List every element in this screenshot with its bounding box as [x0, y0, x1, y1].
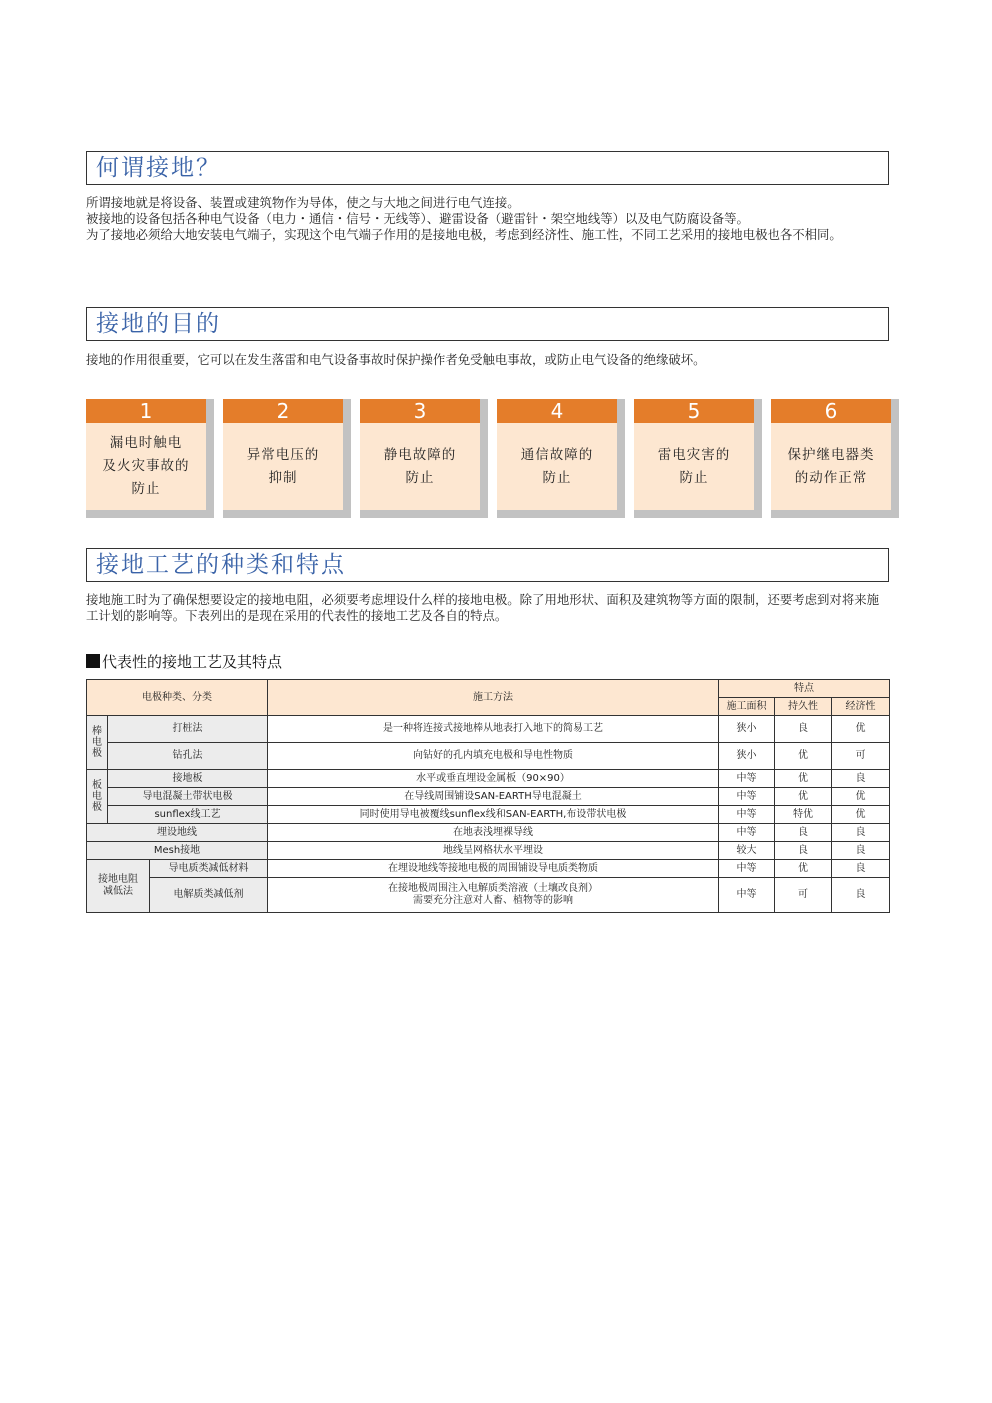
row-economy: 优 [832, 806, 890, 824]
group-plate-electrode: 板 电 极 [87, 770, 108, 824]
card-number: 6 [771, 399, 891, 423]
row-area: 中等 [719, 860, 775, 878]
card-number: 5 [634, 399, 754, 423]
table-row [87, 806, 890, 824]
section-title-what: 何谓接地？ [86, 151, 889, 185]
header-category: 电极种类、分类 [87, 680, 268, 716]
header-features: 特点 [719, 680, 890, 698]
table-row [87, 842, 890, 860]
row-durability: 优 [775, 788, 832, 806]
row-method: 是一种将连接式接地棒从地表打入地下的简易工艺 [268, 716, 719, 743]
row-area: 狭小 [719, 716, 775, 743]
purpose-card-3 [360, 399, 488, 518]
table-row [87, 770, 890, 788]
row-durability: 良 [775, 824, 832, 842]
row-area: 中等 [719, 770, 775, 788]
row-name: 打桩法 [108, 716, 268, 743]
row-durability: 特优 [775, 806, 832, 824]
row-method: 在接地极周围注入电解质类溶液（土壤改良剂） 需要充分注意对人畜、植物等的影响 [268, 878, 719, 913]
row-method: 地线呈网格状水平埋设 [268, 842, 719, 860]
row-economy: 良 [832, 842, 890, 860]
table-row [87, 860, 890, 878]
header-economy: 经济性 [832, 698, 890, 716]
table-row [87, 743, 890, 770]
grounding-methods-table [86, 679, 890, 913]
row-name: 导电质类减低材料 [150, 860, 268, 878]
row-name: Mesh接地 [87, 842, 268, 860]
row-economy: 优 [832, 716, 890, 743]
group-resistance-reduction: 接地电阻 减低法 [87, 860, 150, 913]
square-bullet-icon [86, 654, 100, 668]
row-name: 电解质类减低剂 [150, 878, 268, 913]
card-number: 1 [86, 399, 206, 423]
row-economy: 良 [832, 824, 890, 842]
row-name: 埋设地线 [87, 824, 268, 842]
row-method: 向钻好的孔内填充电极和导电性物质 [268, 743, 719, 770]
types-paragraph: 接地施工时为了确保想要设定的接地电阻，必须要考虑埋设什么样的接地电极。除了用地形状、面积及建筑物等方面的限制，还要考虑到对将来施工计划的影响等。下表列出的是现在采用的代表性的接地工艺及各自的特点。 [86, 592, 879, 623]
card-number: 2 [223, 399, 343, 423]
table-row [87, 824, 890, 842]
card-text: 静电故障的 防止 [383, 446, 457, 486]
row-name: 导电混凝土带状电极 [108, 788, 268, 806]
row-durability: 优 [775, 770, 832, 788]
section-title-types: 接地工艺的种类和特点 [86, 548, 889, 582]
row-durability: 可 [775, 878, 832, 913]
header-durability: 持久性 [775, 698, 832, 716]
table-heading-text: 代表性的接地工艺及其特点 [102, 653, 283, 671]
purpose-paragraph: 接地的作用很重要，它可以在发生落雷和电气设备事故时保护操作者免受触电事故，或防止电气设备的绝缘破坏。 [86, 352, 706, 367]
card-text: 通信故障的 防止 [520, 446, 594, 486]
card-text: 漏电时触电 及火灾事故的 防止 [102, 435, 190, 497]
row-area: 较大 [719, 842, 775, 860]
row-durability: 良 [775, 716, 832, 743]
table-heading [86, 652, 282, 672]
card-text: 异常电压的 抑制 [246, 446, 320, 486]
card-number: 4 [497, 399, 617, 423]
row-name: sunflex线工艺 [108, 806, 268, 824]
row-economy: 优 [832, 788, 890, 806]
row-economy: 良 [832, 860, 890, 878]
row-name: 接地板 [108, 770, 268, 788]
row-area: 中等 [719, 824, 775, 842]
row-method: 在地表浅埋裸导线 [268, 824, 719, 842]
purpose-card-5 [634, 399, 762, 518]
table-row [87, 788, 890, 806]
row-area: 中等 [719, 788, 775, 806]
row-area: 中等 [719, 878, 775, 913]
table-row [87, 878, 890, 913]
card-text: 保护继电器类 的动作正常 [787, 446, 875, 486]
what-line-3: 为了接地必须给大地安装电气端子，实现这个电气端子作用的是接地电极，考虑到经济性、施工性，不同工艺采用的接地电极也各不相同。 [86, 227, 842, 242]
what-paragraph [86, 195, 889, 243]
header-method: 施工方法 [268, 680, 719, 716]
purpose-card-4 [497, 399, 625, 518]
row-durability: 优 [775, 743, 832, 770]
what-line-2: 被接地的设备包括各种电气设备（电力・通信・信号・无线等）、避雷设备（避雷针・架空地线等）以及电气防腐设备等。 [86, 211, 749, 226]
table-row [87, 716, 890, 743]
row-method: 在导线周围铺设SAN-EARTH导电混凝土 [268, 788, 719, 806]
purpose-card-2 [223, 399, 351, 518]
row-method: 水平或垂直埋设金属板（90×90） [268, 770, 719, 788]
row-area: 中等 [719, 806, 775, 824]
purpose-card-1 [86, 399, 214, 518]
row-durability: 良 [775, 842, 832, 860]
row-method: 同时使用导电被覆线sunflex线和SAN-EARTH,布设带状电极 [268, 806, 719, 824]
row-area: 狭小 [719, 743, 775, 770]
row-economy: 良 [832, 878, 890, 913]
section-title-purpose: 接地的目的 [86, 307, 889, 341]
header-area: 施工面积 [719, 698, 775, 716]
card-text: 雷电灾害的 防止 [657, 446, 731, 486]
group-rod-electrode: 棒 电 极 [87, 716, 108, 770]
row-method: 在埋设地线等接地电极的周围铺设导电质类物质 [268, 860, 719, 878]
row-economy: 可 [832, 743, 890, 770]
what-line-1: 所谓接地就是将设备、装置或建筑物作为导体，使之与大地之间进行电气连接。 [86, 195, 520, 210]
row-durability: 优 [775, 860, 832, 878]
row-economy: 良 [832, 770, 890, 788]
row-name: 钻孔法 [108, 743, 268, 770]
card-number: 3 [360, 399, 480, 423]
purpose-card-6 [771, 399, 899, 518]
